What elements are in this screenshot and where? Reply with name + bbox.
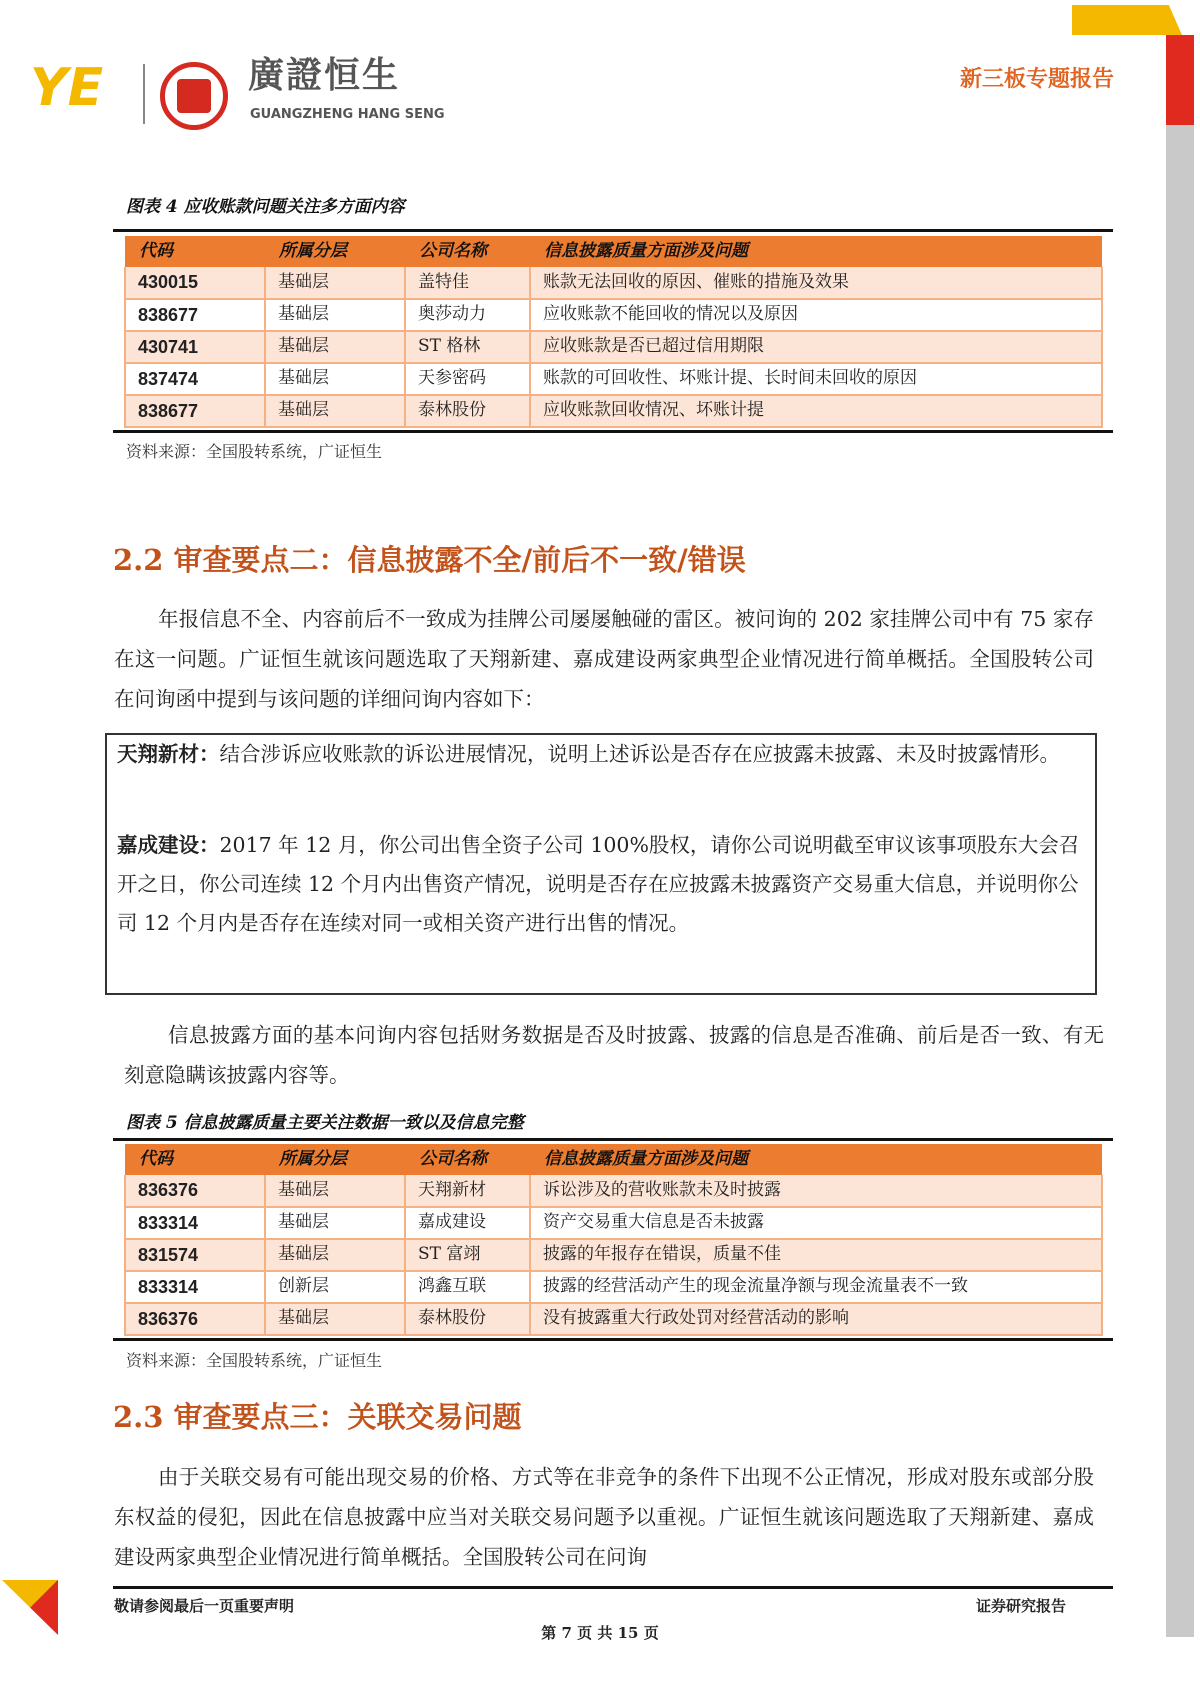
cell-code: 837474 [125, 363, 265, 395]
cell-company: 鸿鑫互联 [405, 1271, 530, 1303]
cell-code: 430741 [125, 331, 265, 363]
table5-top-rule [113, 1138, 1113, 1141]
cell-tier: 基础层 [265, 267, 405, 299]
table4-caption: 图表 4 应收账款问题关注多方面内容 [126, 197, 405, 217]
cell-issue: 披露的年报存在错误，质量不佳 [530, 1239, 1102, 1271]
table4 [124, 236, 1103, 428]
table-row [125, 331, 1102, 363]
table-header-row [125, 236, 1102, 267]
footer-doc-type: 证券研究报告 [976, 1597, 1067, 1615]
inquiry-box [105, 733, 1097, 995]
cell-company: 嘉成建设 [405, 1207, 530, 1239]
cell-tier: 基础层 [265, 1175, 405, 1207]
paragraph: 年报信息不全、内容前后不一致成为挂牌公司屡屡触碰的雷区。被问询的 202 家挂牌公司中有 75 家存在这一问题。广证恒生就该问题选取了天翔新建、嘉成建设两家典型企业情况进行简单概括。全国股转公司在问询函中提到与该问题的详细问询内容如下： [114, 607, 1094, 711]
report-type: 新三板专题报告 [960, 67, 1115, 92]
cell-company: 天翔新材 [405, 1175, 530, 1207]
cell-code: 838677 [125, 299, 265, 331]
cell-company: 泰林股份 [405, 1303, 530, 1335]
table-row [125, 1271, 1102, 1303]
cell-code: 430015 [125, 267, 265, 299]
side-bar-gray [1166, 125, 1194, 1637]
cell-company: ST 格林 [405, 331, 530, 363]
side-bar-red [1166, 35, 1194, 125]
company-label: 天翔新材： [117, 742, 220, 766]
logo-mark: YE [30, 58, 104, 118]
cell-issue: 账款的可回收性、坏账计提、长时间未回收的原因 [530, 363, 1102, 395]
table5 [124, 1144, 1103, 1336]
cell-company: 泰林股份 [405, 395, 530, 427]
corner-decoration [1072, 5, 1182, 35]
table4-top-rule [113, 229, 1113, 232]
cell-code: 836376 [125, 1175, 265, 1207]
col-company: 公司名称 [405, 1144, 530, 1175]
col-code: 代码 [125, 1144, 265, 1175]
cell-code: 831574 [125, 1239, 265, 1271]
cell-company: 盖特佳 [405, 267, 530, 299]
cell-issue: 应收账款不能回收的情况以及原因 [530, 299, 1102, 331]
table4-bottom-rule [113, 430, 1113, 433]
table-row [125, 1207, 1102, 1239]
table-row [125, 267, 1102, 299]
cell-tier: 基础层 [265, 299, 405, 331]
cell-issue: 应收账款是否已超过信用期限 [530, 331, 1102, 363]
cell-issue: 应收账款回收情况、坏账计提 [530, 395, 1102, 427]
table-header-row [125, 1144, 1102, 1175]
table5-bottom-rule [113, 1338, 1113, 1341]
seal-icon [160, 62, 228, 130]
cell-company: ST 富翊 [405, 1239, 530, 1271]
col-issue: 信息披露质量方面涉及问题 [530, 236, 1102, 267]
section-heading: 2.2 审查要点二：信息披露不全/前后不一致/错误 [113, 543, 746, 577]
inquiry-text: 结合涉诉应收账款的诉讼进展情况，说明上述诉讼是否存在应披露未披露、未及时披露情形。 [219, 742, 1060, 766]
table-row [125, 395, 1102, 427]
col-tier: 所属分层 [265, 236, 405, 267]
paragraph: 信息披露方面的基本问询内容包括财务数据是否及时披露、披露的信息是否准确、前后是否一致、有无刻意隐瞒该披露内容等。 [124, 1023, 1104, 1087]
page-number: 第 7 页 共 15 页 [541, 1624, 659, 1642]
table4-source: 资料来源：全国股转系统，广证恒生 [126, 442, 383, 461]
footer-disclaimer: 敬请参阅最后一页重要声明 [114, 1597, 295, 1615]
section-heading: 2.3 审查要点三：关联交易问题 [113, 1400, 522, 1434]
paragraph: 由于关联交易有可能出现交易的价格、方式等在非竞争的条件下出现不公正情况，形成对股东或部分股东权益的侵犯，因此在信息披露中应当对关联交易问题予以重视。广证恒生就该问题选取了天翔新建、嘉成建设两家典型企业情况进行简单概括。全国股转公司在问询 [114, 1465, 1094, 1569]
table-row [125, 363, 1102, 395]
footer-rule [113, 1586, 1113, 1589]
inquiry-text: 2017 年 12 月，你公司出售全资子公司 100%股权，请你公司说明截至审议该事项股东大会召开之日，你公司连续 12 个月内出售资产情况，说明是否存在应披露未披露资产交易重大信息，并说明你公司 12 个月内是否存在连续对同一或相关资产进行出售的情况。 [117, 833, 1080, 935]
cell-tier: 基础层 [265, 1239, 405, 1271]
cell-company: 奥莎动力 [405, 299, 530, 331]
table5-source: 资料来源：全国股转系统，广证恒生 [126, 1351, 383, 1370]
cell-code: 833314 [125, 1207, 265, 1239]
logo-en: GUANGZHENG HANG SENG [250, 107, 445, 122]
table-row [125, 1239, 1102, 1271]
table-row [125, 299, 1102, 331]
table-row [125, 1175, 1102, 1207]
logo-cn: 廣證恒生 [248, 55, 401, 96]
col-issue: 信息披露质量方面涉及问题 [530, 1144, 1102, 1175]
cell-tier: 基础层 [265, 363, 405, 395]
col-code: 代码 [125, 236, 265, 267]
logo-divider [143, 64, 145, 124]
cell-tier: 基础层 [265, 1207, 405, 1239]
cell-tier: 基础层 [265, 331, 405, 363]
col-company: 公司名称 [405, 236, 530, 267]
cell-tier: 创新层 [265, 1271, 405, 1303]
cell-issue: 账款无法回收的原因、催账的措施及效果 [530, 267, 1102, 299]
cell-tier: 基础层 [265, 1303, 405, 1335]
cell-issue: 资产交易重大信息是否未披露 [530, 1207, 1102, 1239]
cell-issue: 没有披露重大行政处罚对经营活动的影响 [530, 1303, 1102, 1335]
cell-issue: 披露的经营活动产生的现金流量净额与现金流量表不一致 [530, 1271, 1102, 1303]
cell-company: 天参密码 [405, 363, 530, 395]
table-row [125, 1303, 1102, 1335]
cell-code: 833314 [125, 1271, 265, 1303]
cell-issue: 诉讼涉及的营收账款未及时披露 [530, 1175, 1102, 1207]
col-tier: 所属分层 [265, 1144, 405, 1175]
cell-tier: 基础层 [265, 395, 405, 427]
company-label: 嘉成建设： [117, 833, 220, 857]
cell-code: 838677 [125, 395, 265, 427]
table5-caption: 图表 5 信息披露质量主要关注数据一致以及信息完整 [126, 1113, 524, 1133]
cell-code: 836376 [125, 1303, 265, 1335]
